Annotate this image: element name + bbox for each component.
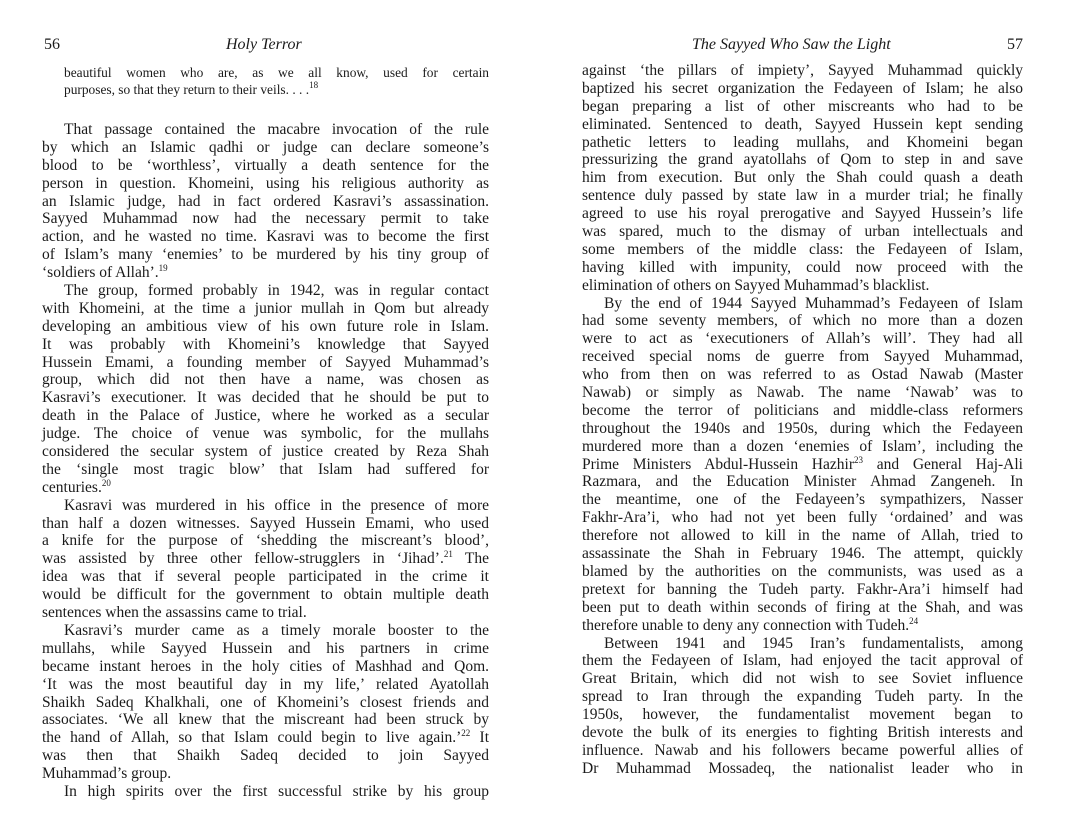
- line-text: throughout the 1940s and 1950s, during which the Fedayeen: [582, 419, 1023, 437]
- line-text: Fakhr-Ara’i, who had not yet been fully ‘ordained’ and was: [582, 509, 1023, 527]
- text-line: [42, 157, 489, 175]
- page-number: 57: [1007, 36, 1023, 53]
- text-line: [582, 223, 1023, 241]
- line-text: The group, formed probably in 1942, was in regular contact: [64, 282, 489, 300]
- text-line: [582, 563, 1023, 581]
- text-line: [582, 277, 1023, 295]
- line-text: an Islamic judge, had in fact ordered Kasravi’s assassination.: [42, 192, 489, 210]
- text-line: [42, 568, 489, 586]
- line-text: That passage contained the macabre invocation of the rule: [64, 121, 489, 138]
- line-text: become the terror of politicians and middle-class reformers: [582, 401, 1023, 419]
- page-number: 56: [44, 36, 60, 53]
- text-line: [582, 312, 1023, 330]
- line-text: Hussein Emami, a founding member of Sayyed Muhammad’s: [42, 353, 489, 371]
- text-line: [42, 210, 489, 228]
- text-line: [582, 205, 1023, 223]
- line-text-continued: It: [470, 729, 490, 747]
- text-line: [42, 300, 489, 318]
- line-text: sentence duly passed by state law in a murder trial; he finally: [582, 187, 1023, 205]
- line-text: mullahs, while Sayyed Hussein and his partners in crime: [42, 639, 489, 657]
- line-text: who from then on was referred to as Ostad Nawab (Master: [582, 366, 1023, 384]
- line-text: of Islam’s many ‘enemies’ to be murdered by his tiny group of: [42, 246, 489, 264]
- text-line: [42, 694, 489, 712]
- text-line: [42, 515, 489, 533]
- text-line: [582, 402, 1023, 420]
- text-line: [582, 330, 1023, 348]
- line-text: group, which did not then have a name, was chosen as: [42, 371, 489, 389]
- text-line: [582, 509, 1023, 527]
- text-line: [42, 550, 489, 568]
- block-quote: [64, 64, 489, 98]
- line-text: spread to Iran through the expanding Tudeh party. In the: [582, 688, 1023, 706]
- text-line: [582, 169, 1023, 187]
- text-line: [42, 121, 489, 139]
- text-line: [42, 425, 489, 443]
- running-head-right: [582, 36, 1023, 58]
- line-text: the meantime, one of the Fedayeen’s sympathizers, Nasser: [582, 491, 1023, 509]
- line-text: having killed with impunity, could now proceed with the: [582, 258, 1023, 276]
- line-text: action, and he wasted no time. Kasravi was to become the first: [42, 228, 489, 246]
- text-line: [582, 652, 1023, 670]
- line-text: beautiful women who are, as we all know, used for certain: [64, 65, 489, 80]
- text-line: [582, 617, 1023, 635]
- line-text: Kasravi was murdered in his office in the presence of more: [64, 496, 489, 514]
- line-text: therefore unable to deny any connection with Tudeh.: [582, 616, 910, 634]
- line-text: had some seventy members, of which no more than a dozen: [582, 312, 1023, 330]
- text-line: [582, 760, 1023, 778]
- text-line: [42, 264, 489, 282]
- text-line: [582, 151, 1023, 169]
- text-line: [42, 532, 489, 550]
- line-text: a knife for the purpose of ‘shedding the miscreant’s blood’,: [42, 532, 489, 550]
- footnote-ref: 22: [461, 728, 471, 739]
- line-text: devote the bulk of its energies to fighting British interests and: [582, 723, 1023, 741]
- text-line: [42, 139, 489, 157]
- text-line: [42, 246, 489, 264]
- line-text: agreed to use his royal prerogative and Sayyed Hussein’s life: [582, 205, 1023, 223]
- line-text: It was probably with Khomeini’s knowledge that Sayyed: [42, 335, 489, 353]
- text-line: [582, 491, 1023, 509]
- line-text: received special noms de guerre from Sayyed Muhammad,: [582, 348, 1023, 366]
- text-line: [42, 175, 489, 193]
- text-line: [42, 622, 489, 640]
- line-text-continued: and General Haj-Ali: [862, 455, 1023, 473]
- line-text: Dr Muhammad Mossadeq, the nationalist leader who in: [582, 759, 1023, 777]
- text-line: [582, 295, 1023, 313]
- line-text: baptized his secret organization the Fedayeen of Islam; he also: [582, 79, 1023, 97]
- line-text: them the Fedayeen of Islam, had enjoyed the tacit approval of: [582, 652, 1023, 670]
- line-text: Between 1941 and 1945 Iran’s fundamentalists, among: [604, 634, 1023, 652]
- line-text: eliminated. Sentenced to death, Sayyed Hussein kept sending: [582, 115, 1023, 133]
- line-text: developing an ambitious view of his own future role in Islam.: [42, 317, 489, 335]
- line-text: Muhammad’s group.: [42, 765, 172, 783]
- text-line: [42, 389, 489, 407]
- text-line: [582, 635, 1023, 653]
- line-text: would be difficult for the government to obtain multiple death: [42, 586, 489, 604]
- text-line: [42, 461, 489, 479]
- line-text: ‘soldiers of Allah’.: [42, 264, 159, 282]
- text-line: [582, 116, 1023, 134]
- line-text: Nawab) or simply as Nawab. The name ‘Nawab’ was to: [582, 384, 1023, 402]
- text-line: [582, 706, 1023, 724]
- running-head-title: Holy Terror: [226, 36, 302, 53]
- text-line: [42, 407, 489, 425]
- text-line: [582, 98, 1023, 116]
- text-line: [582, 348, 1023, 366]
- line-text: him from execution. But only the Shah could quash a death: [582, 169, 1023, 187]
- text-line: [42, 443, 489, 461]
- text-line: [42, 729, 489, 747]
- line-text: centuries.: [42, 478, 102, 496]
- text-line: [582, 384, 1023, 402]
- text-line: [42, 336, 489, 354]
- line-text: 1950s, however, the fundamentalist movement began to: [582, 706, 1023, 724]
- text-line: [42, 228, 489, 246]
- text-line: [582, 473, 1023, 491]
- line-text: began preparing a list of other miscreants who had to be: [582, 97, 1023, 115]
- text-line: [42, 354, 489, 372]
- text-line: [582, 688, 1023, 706]
- line-text: person in question. Khomeini, using his religious authority as: [42, 174, 489, 192]
- text-line: [42, 604, 489, 622]
- line-text: ‘It was the most beautiful day in my life,’ related Ayatollah: [42, 675, 489, 693]
- footnote-ref: 19: [158, 263, 168, 274]
- text-line: [582, 599, 1023, 617]
- text-line: [42, 371, 489, 389]
- text-line: [582, 527, 1023, 545]
- footnote-ref: 20: [101, 477, 111, 488]
- line-text: was assisted by three other fellow-strugglers in ‘Jihad’.: [42, 550, 444, 568]
- text-line: [42, 765, 489, 783]
- line-text: blood to be ‘worthless’, virtually a death sentence for the: [42, 156, 489, 174]
- line-text: Prime Ministers Abdul-Hussein Hazhir: [582, 455, 854, 473]
- line-text: In high spirits over the first successful strike by his group: [64, 782, 489, 800]
- line-text: murdered more than a dozen ‘enemies of Islam’, including the: [582, 437, 1023, 455]
- line-text: considered the secular system of justice created by Reza Shah: [42, 443, 489, 461]
- footnote-ref: 18: [309, 80, 319, 90]
- line-text: pretext for banning the Tudeh party. Fakhr-Ara’i himself had: [582, 580, 1023, 598]
- running-head-title: The Sayyed Who Saw the Light: [692, 36, 891, 53]
- line-text: therefore not allowed to kill in the name of Allah, tried to: [582, 527, 1023, 545]
- text-line: [64, 81, 489, 98]
- line-text: been put to death within seconds of firing at the Shah, and was: [582, 598, 1023, 616]
- line-text: idea was that if several people participated in the crime it: [42, 568, 489, 586]
- text-line: [582, 366, 1023, 384]
- line-text: against ‘the pillars of impiety’, Sayyed Muhammad quickly: [582, 62, 1023, 79]
- line-text: was spared, much to the dismay of urban intellectuals and: [582, 223, 1023, 241]
- line-text: some members of the middle class: the Fedayeen of Islam,: [582, 240, 1023, 258]
- text-line: [582, 670, 1023, 688]
- text-line: [582, 742, 1023, 760]
- text-line: [42, 193, 489, 211]
- text-line: [582, 241, 1023, 259]
- line-text: was then that Shaikh Sadeq decided to join Sayyed: [42, 747, 489, 765]
- line-text: blamed by the authorities on the communists, was used as a: [582, 562, 1023, 580]
- line-text: death in the Palace of Justice, where he worked as a secular: [42, 407, 489, 425]
- text-line: [582, 456, 1023, 474]
- text-line: [582, 259, 1023, 277]
- text-line: [582, 438, 1023, 456]
- line-text: Great Britain, which did not wish to see Soviet influence: [582, 670, 1023, 688]
- line-text: by which an Islamic qadhi or judge can declare someone’s: [42, 138, 489, 156]
- line-text: elimination of others on Sayyed Muhammad’s blacklist.: [582, 276, 930, 294]
- text-line: [42, 747, 489, 765]
- text-line: [42, 783, 489, 801]
- text-line: [582, 187, 1023, 205]
- text-line: [582, 420, 1023, 438]
- running-head-left: [42, 36, 489, 58]
- text-line: [42, 282, 489, 300]
- line-text: than half a dozen witnesses. Sayyed Hussein Emami, who used: [42, 514, 489, 532]
- text-line: [582, 581, 1023, 599]
- text-line: [582, 80, 1023, 98]
- line-text: By the end of 1944 Sayyed Muhammad’s Fedayeen of Islam: [604, 294, 1023, 312]
- line-text: sentences when the assassins came to trial.: [42, 604, 307, 622]
- line-text: the hand of Allah, so that Islam could begin to live again.’: [42, 729, 462, 747]
- line-text: purposes, so that they return to their veils. . . .: [64, 82, 310, 97]
- text-line: [582, 724, 1023, 742]
- line-text-continued: The: [452, 550, 489, 568]
- text-line: [42, 318, 489, 336]
- footnote-ref: 24: [909, 615, 919, 626]
- line-text: Razmara, and the Education Minister Ahmad Zangeneh. In: [582, 473, 1023, 491]
- text-line: [42, 497, 489, 515]
- line-text: were to act as ‘executioners of Allah’s will’. They had all: [582, 330, 1023, 348]
- line-text: Kasravi’s murder came as a timely morale booster to the: [64, 621, 489, 639]
- line-text: the ‘single most tragic blow’ that Islam had suffered for: [42, 460, 489, 478]
- text-line: [42, 658, 489, 676]
- line-text: associates. ‘We all knew that the miscreant had been struck by: [42, 711, 489, 729]
- text-line: [42, 479, 489, 497]
- text-line: [582, 134, 1023, 152]
- body-text-right: [582, 62, 1023, 778]
- footnote-ref: 23: [853, 454, 863, 465]
- line-text: Sayyed Muhammad now had the necessary permit to take: [42, 210, 489, 228]
- footnote-ref: 21: [443, 549, 453, 560]
- line-text: Shaikh Sadeq Khalkhali, one of Khomeini’s closest friends and: [42, 693, 489, 711]
- line-text: pathetic letters to leading mullahs, and Khomeini began: [582, 133, 1023, 151]
- line-text: influence. Nawab and his followers became powerful allies of: [582, 741, 1023, 759]
- line-text: assassinate the Shah in February 1946. The attempt, quickly: [582, 545, 1023, 563]
- text-line: [42, 640, 489, 658]
- line-text: became instant heroes in the holy cities of Mashhad and Qom.: [42, 657, 489, 675]
- text-line: [582, 545, 1023, 563]
- text-line: [42, 586, 489, 604]
- text-line: [582, 62, 1023, 80]
- body-text-left: [42, 121, 489, 801]
- line-text: judge. The choice of venue was symbolic, for the mullahs: [42, 425, 489, 443]
- line-text: pressurizing the grand ayatollahs of Qom to step in and save: [582, 151, 1023, 169]
- line-text: Kasravi’s executioner. It was decided that he should be put to: [42, 389, 489, 407]
- line-text: with Khomeini, at the time a junior mullah in Qom but already: [42, 299, 489, 317]
- text-line: [64, 64, 489, 81]
- text-line: [42, 711, 489, 729]
- text-line: [42, 676, 489, 694]
